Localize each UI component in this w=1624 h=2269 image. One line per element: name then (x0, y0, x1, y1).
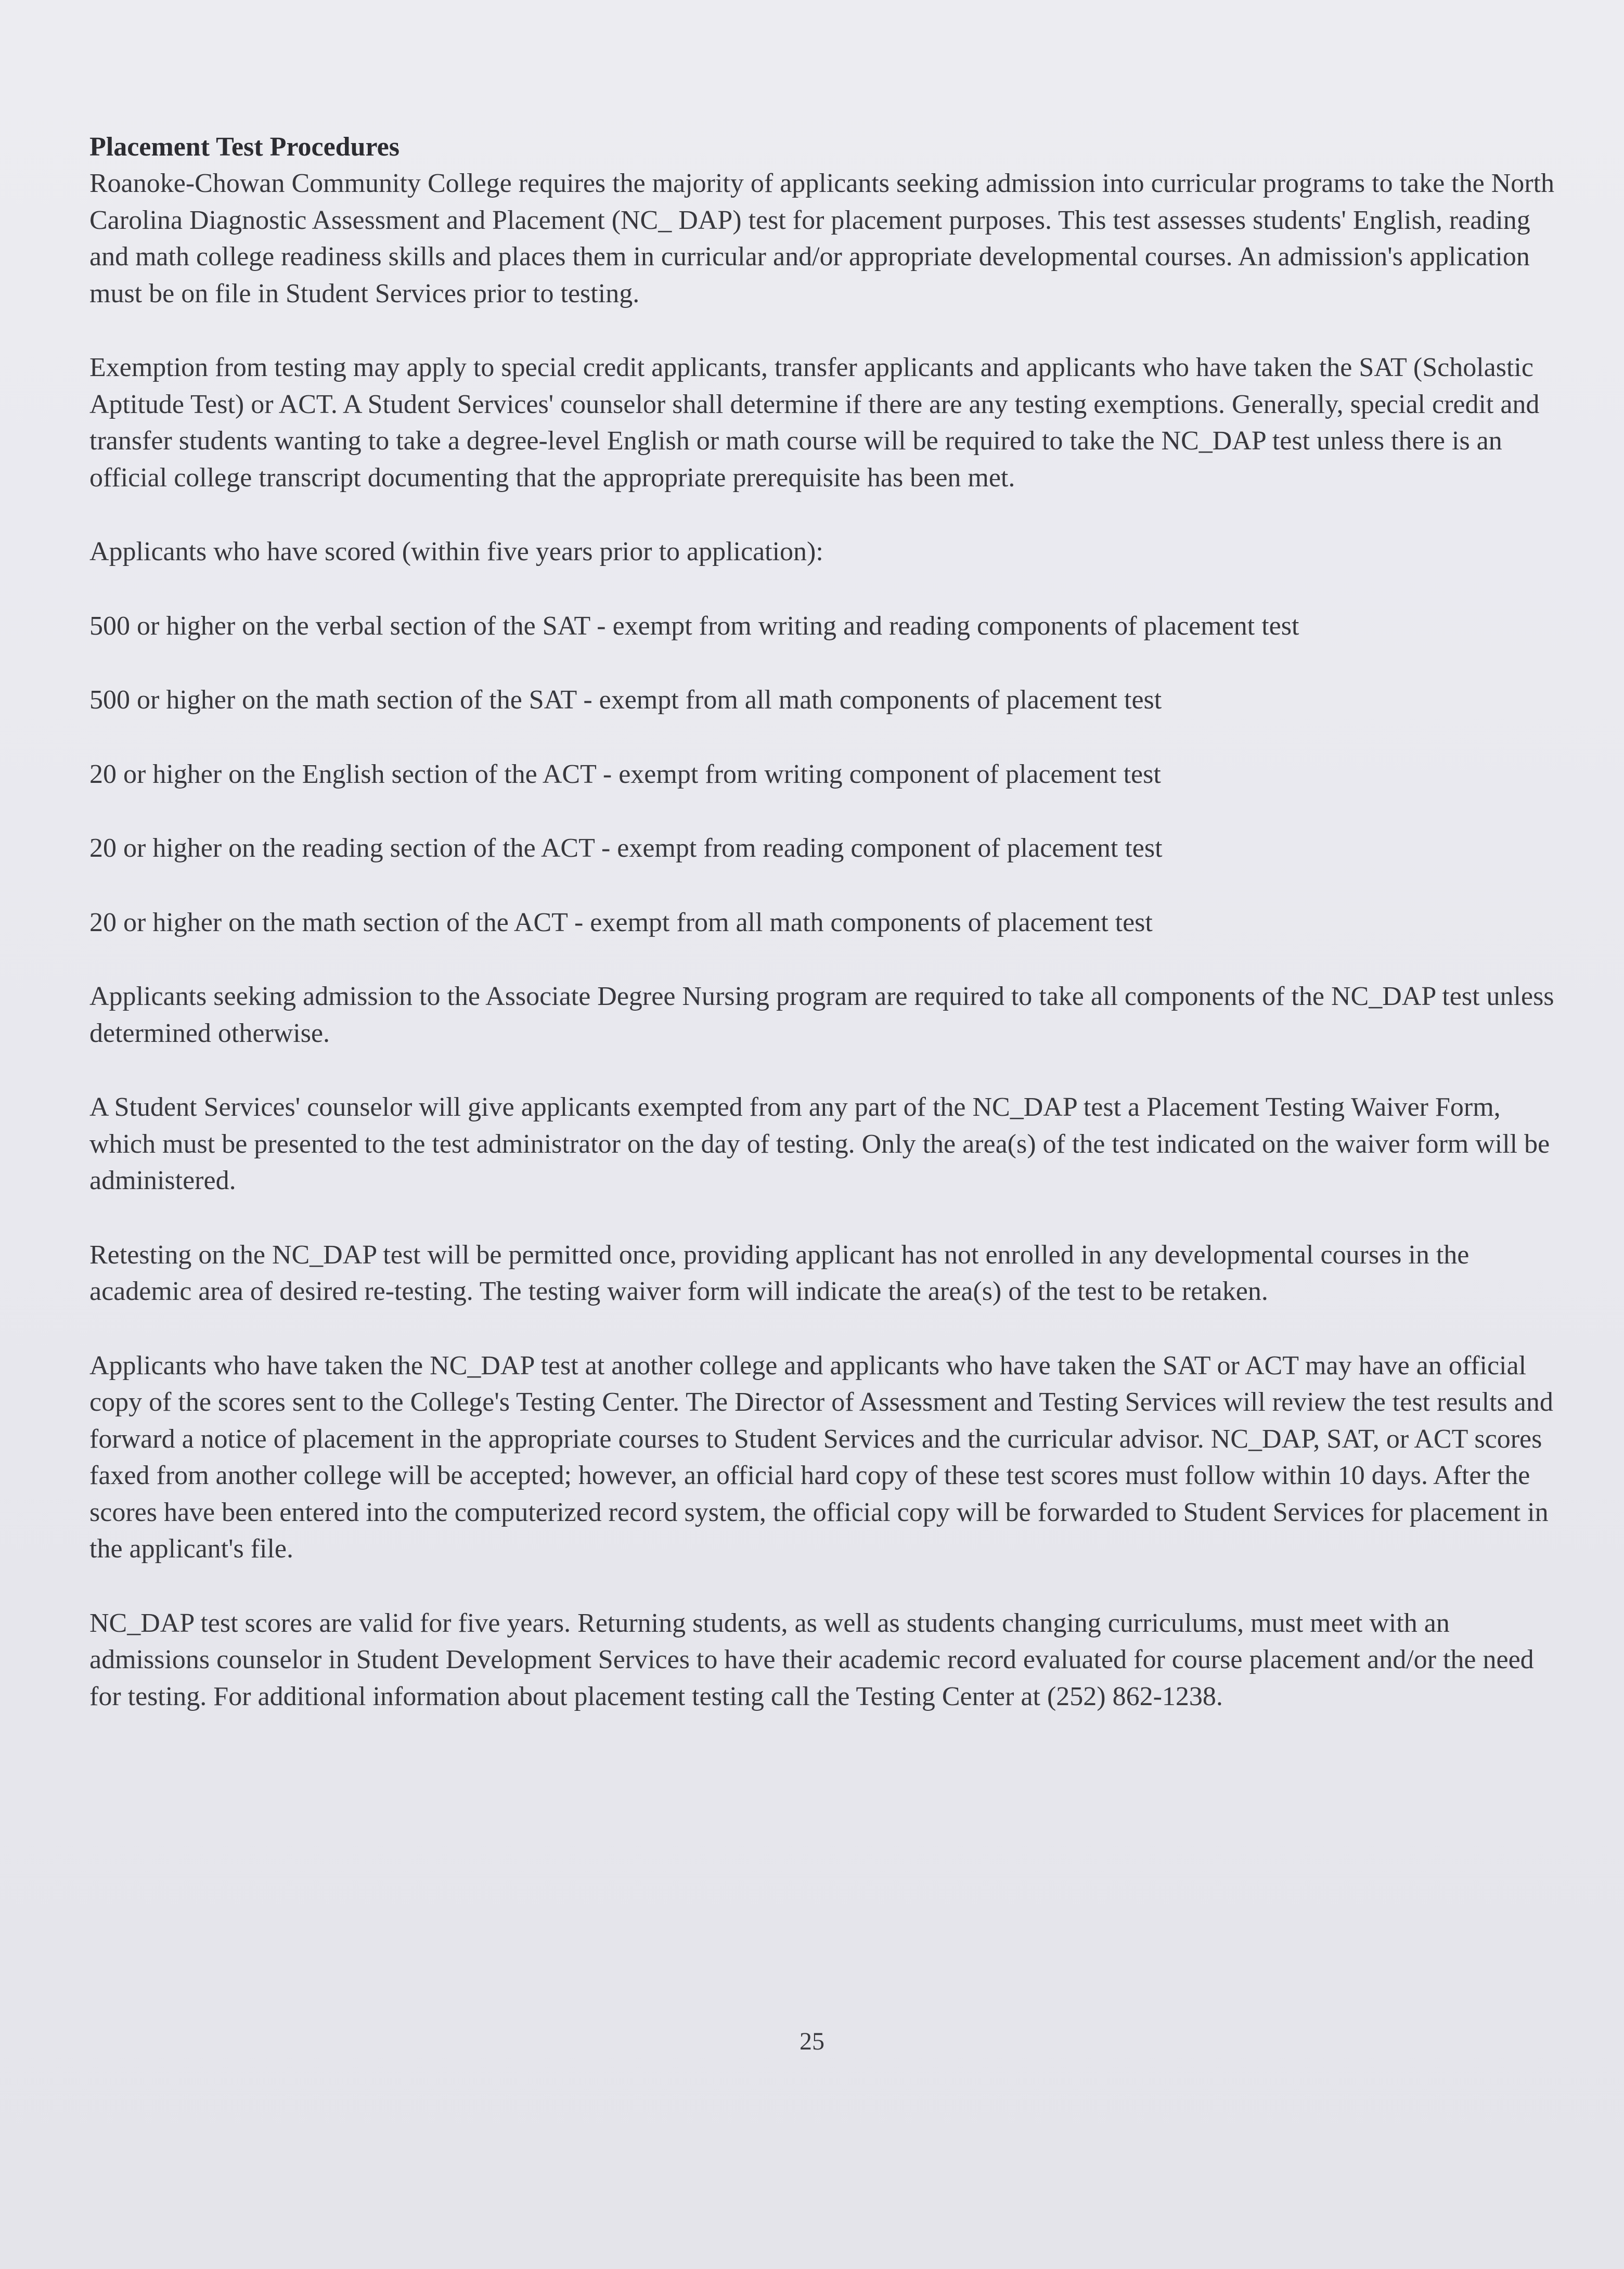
document-body (89, 129, 1556, 1752)
paragraph-intro: Roanoke-Chowan Community College requires the majority of applicants seeking admission into curricular programs to take the North Carolina Diagnostic Assessment and Placement (NC_ DAP) test for placement purposes. This test assesses students' English, reading and math college readiness skills and places them in curricular and/or appropriate developmental courses. An admission's application must be on file in Student Services prior to testing. (89, 169, 1555, 308)
paragraph-applicants-scored: Applicants who have scored (within five years prior to application): (89, 537, 823, 566)
paragraph-sat-math: 500 or higher on the math section of the SAT - exempt from all math components of placement test (89, 685, 1162, 715)
paragraph-act-reading: 20 or higher on the reading section of the ACT - exempt from reading component of placement test (89, 833, 1163, 863)
paragraph-act-math: 20 or higher on the math section of the ACT - exempt from all math components of placement test (89, 907, 1153, 937)
paragraph-other-college: Applicants who have taken the NC_DAP test at another college and applicants who have taken the SAT or ACT may have an official copy of the scores sent to the College's Testing Center. The Director of Assessment and Testing Services will review the test results and forward a notice of placement in the appropriate courses to Student Services and the curricular advisor. NC_DAP, SAT, or ACT scores faxed from another college will be accepted; however, an official hard copy of these test scores must follow within 10 days. After the scores have been entered into the computerized record system, the official copy will be forwarded to Student Services for placement in the applicant's file. (89, 1350, 1553, 1564)
paragraph-nursing: Applicants seeking admission to the Associate Degree Nursing program are required to take all components of the NC_DAP test unless determined otherwise. (89, 982, 1554, 1048)
paragraph-exemption: Exemption from testing may apply to special credit applicants, transfer applicants and applicants who have taken the SAT (Scholastic Aptitude Test) or ACT. A Student Services' counselor shall determine if there are any testing exemptions. Generally, special credit and transfer students wanting to take a degree-level English or math course will be required to take the NC_DAP test unless there is an official college transcript documenting that the appropriate prerequisite has been met. (89, 353, 1540, 493)
paragraph-validity: NC_DAP test scores are valid for five years. Returning students, as well as students changing curriculums, must meet with an admissions counselor in Student Development Services to have their academic record evaluated for course placement and/or the need for testing. For additional information about placement testing call the Testing Center at (252) 862-1238. (89, 1608, 1534, 1711)
paragraph-sat-verbal: 500 or higher on the verbal section of the SAT - exempt from writing and reading components of placement test (89, 611, 1299, 641)
paragraph-act-english: 20 or higher on the English section of the ACT - exempt from writing component of placement test (89, 759, 1161, 789)
page-number: 25 (800, 2028, 824, 2055)
paragraph-waiver-form: A Student Services' counselor will give applicants exempted from any part of the NC_DAP test a Placement Testing Waiver Form, which must be presented to the test administrator on the day of testing. Only the area(s) of the test indicated on the waiver form will be administered. (89, 1092, 1550, 1195)
paragraph-retesting: Retesting on the NC_DAP test will be permitted once, providing applicant has not enrolled in any developmental courses in the academic area of desired re-testing. The testing waiver form will indicate the area(s) of the test to be retaken. (89, 1240, 1470, 1306)
section-heading: Placement Test Procedures (89, 132, 399, 162)
